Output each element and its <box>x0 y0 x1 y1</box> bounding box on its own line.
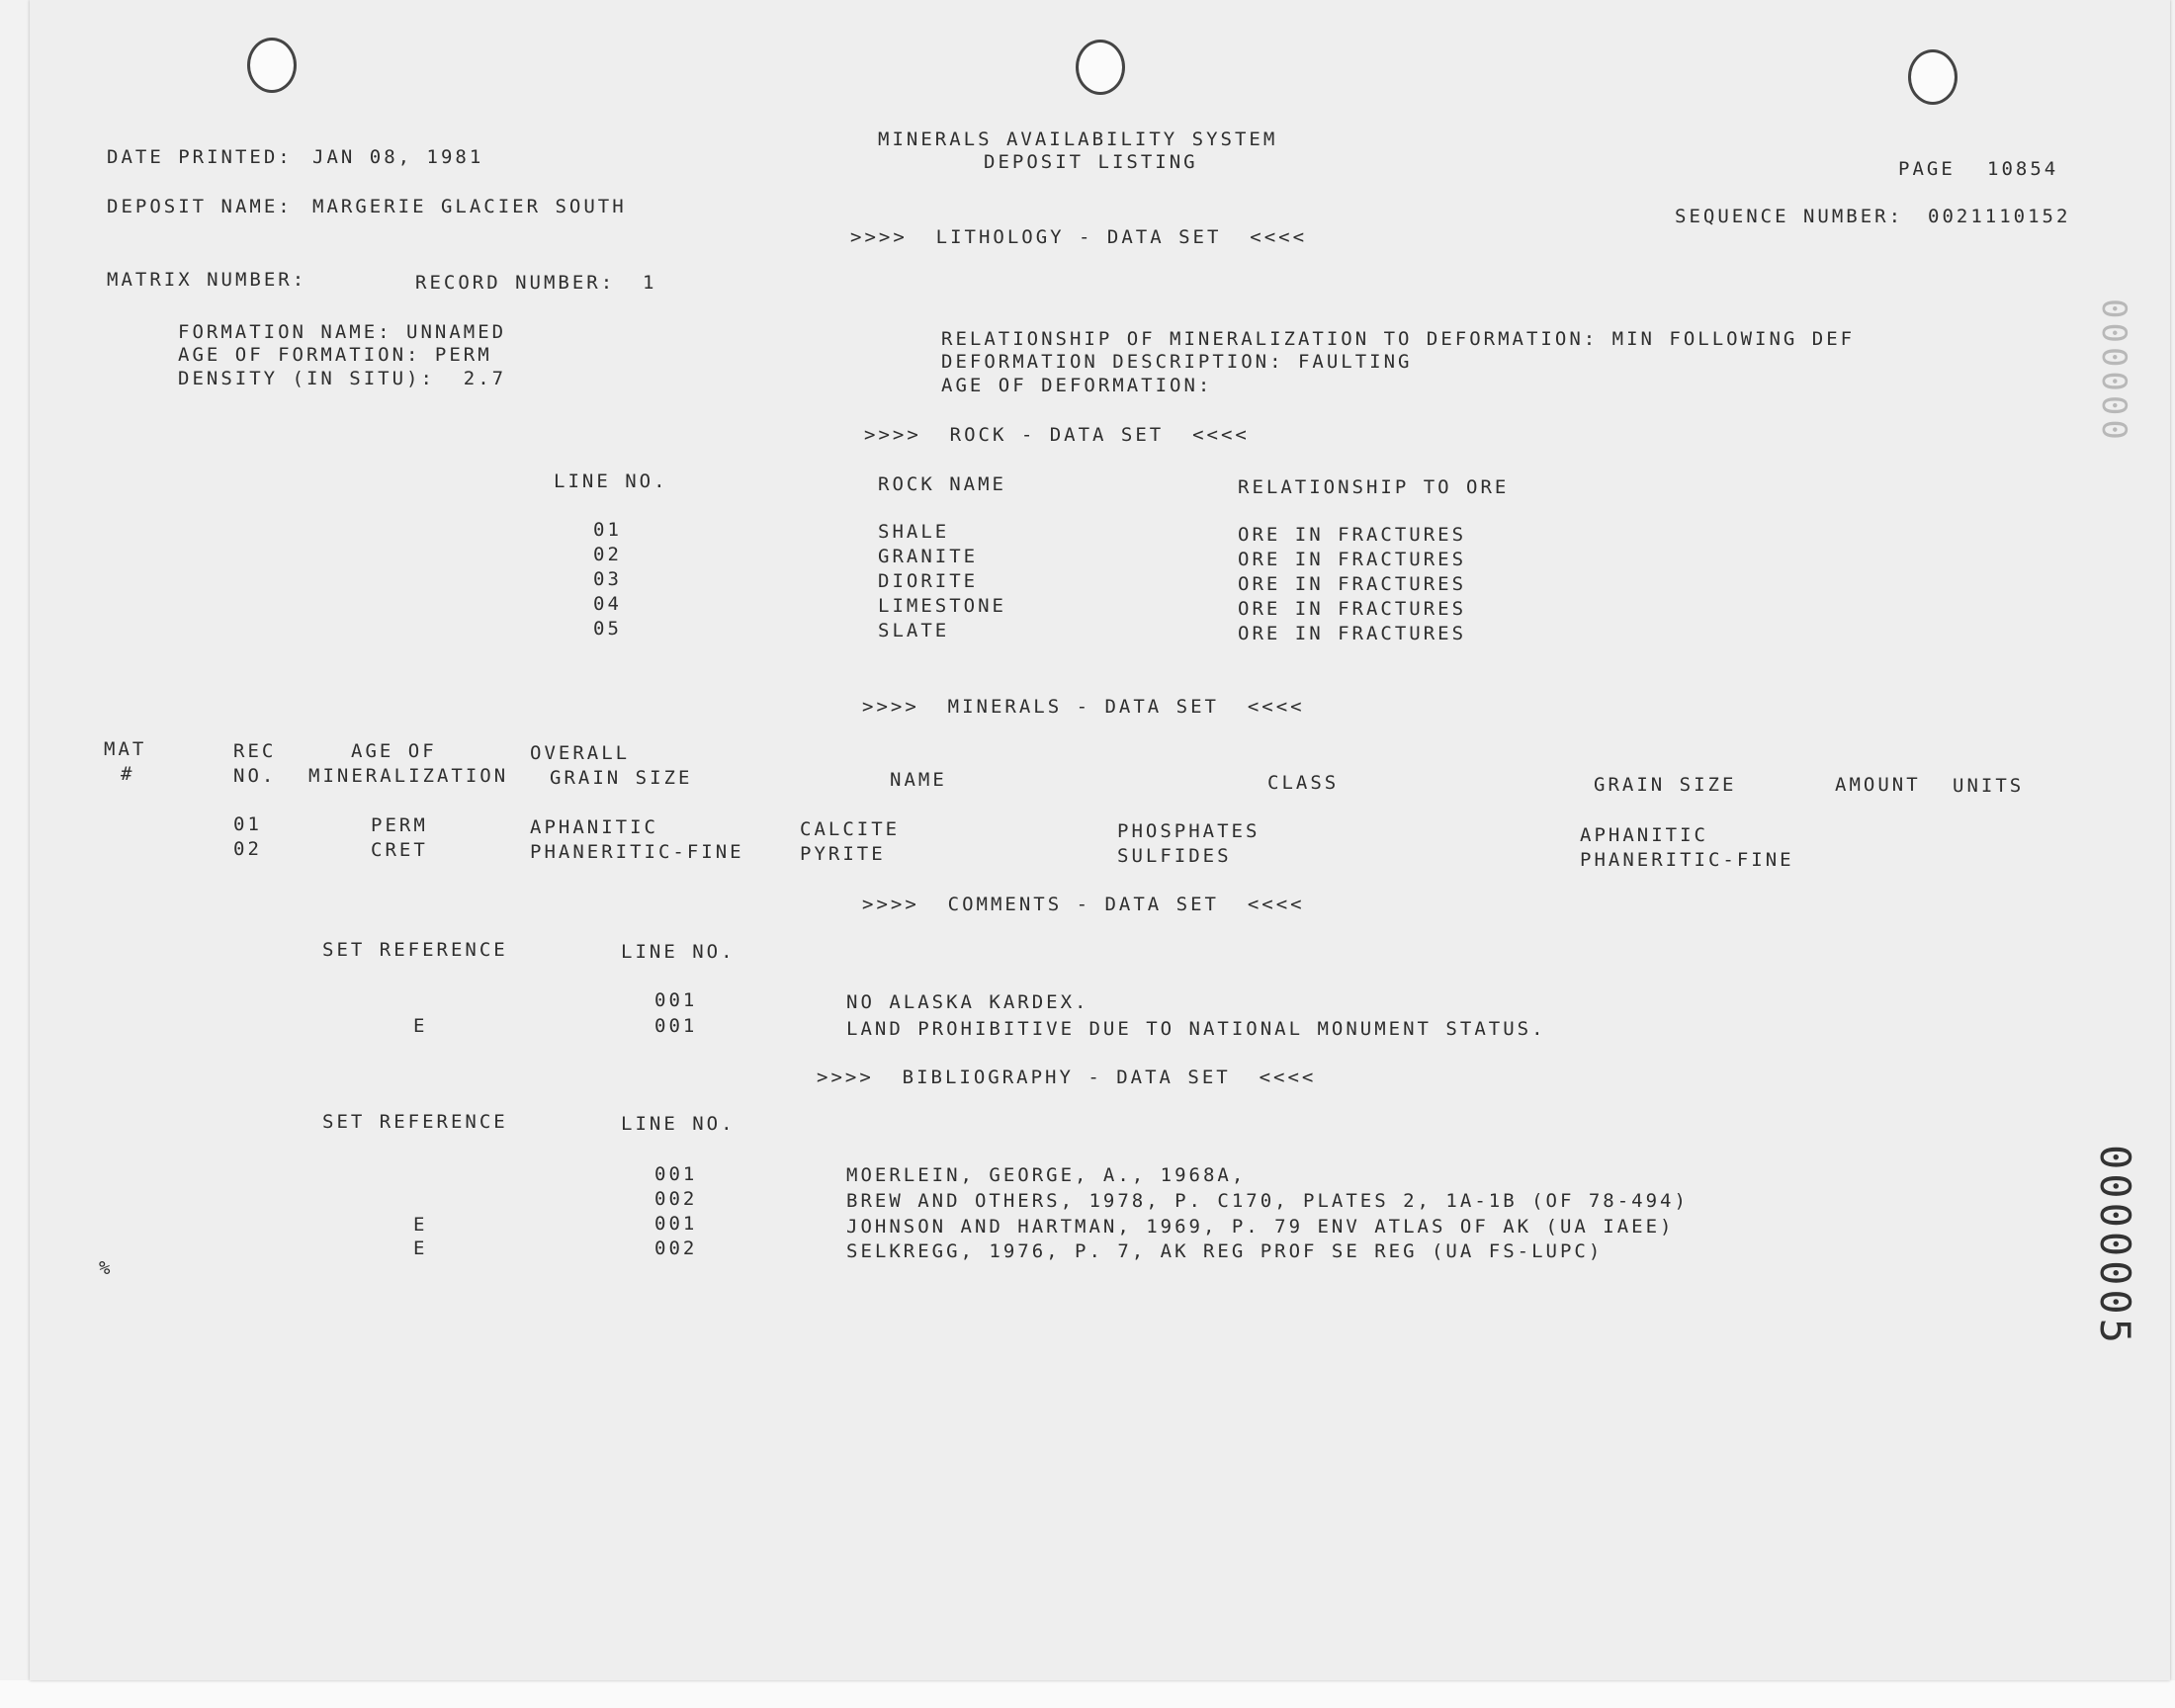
mineral-name: CALCITE <box>800 818 901 840</box>
deposit-name-label: DEPOSIT NAME: <box>107 196 293 217</box>
mineral-grain-size: PHANERITIC-FINE <box>1580 849 1794 871</box>
density-in-situ: DENSITY (IN SITU): 2.7 <box>178 368 507 389</box>
rock-name: LIMESTONE <box>878 595 1006 617</box>
rock-name: GRANITE <box>878 546 979 567</box>
minerals-header-grain-size: GRAIN SIZE <box>550 767 693 789</box>
minerals-header-class: CLASS <box>1267 772 1340 794</box>
bibliography-banner: >>>> BIBLIOGRAPHY - DATA SET <<<< <box>817 1067 1317 1088</box>
rock-relationship: ORE IN FRACTURES <box>1238 524 1467 546</box>
mineralization-deformation-relationship: RELATIONSHIP OF MINERALIZATION TO DEFORMATION: MIN FOLLOWING DEF <box>941 328 1856 350</box>
rock-name: SHALE <box>878 521 950 543</box>
minerals-header-overall: OVERALL <box>530 742 631 764</box>
mineral-age: CRET <box>371 839 428 861</box>
minerals-banner: >>>> MINERALS - DATA SET <<<< <box>862 696 1305 718</box>
rock-line-no: 02 <box>593 544 622 565</box>
bibliography-line-no: 001 <box>654 1163 698 1185</box>
date-printed-label: DATE PRINTED: <box>107 146 293 168</box>
punch-hole-left <box>247 38 297 93</box>
scanner-background <box>0 1680 2175 1708</box>
rock-header-rock-name: ROCK NAME <box>878 473 1006 495</box>
punch-hole-center <box>1076 40 1125 95</box>
bibliography-text: BREW AND OTHERS, 1978, P. C170, PLATES 2, 1A-1B (OF 78-494) <box>846 1190 1689 1212</box>
minerals-header-amount: AMOUNT <box>1835 774 1921 796</box>
minerals-header-rec-no: NO. <box>233 765 277 787</box>
comment-set-reference: E <box>413 1015 428 1037</box>
rock-line-no: 03 <box>593 568 622 590</box>
minerals-header-mineral-grain-size: GRAIN SIZE <box>1594 774 1737 796</box>
mineral-rec-no: 01 <box>233 813 262 835</box>
sequence-number-label: SEQUENCE NUMBER: <box>1675 206 1904 227</box>
comment-line-no: 001 <box>654 989 698 1011</box>
bibliography-text: JOHNSON AND HARTMAN, 1969, P. 79 ENV ATLAS OF AK (UA IAEE) <box>846 1216 1675 1238</box>
rock-name: SLATE <box>878 620 950 641</box>
printout-page <box>30 0 2170 1680</box>
bibliography-header-line-no: LINE NO. <box>621 1113 736 1135</box>
bibliography-header-set-reference: SET REFERENCE <box>322 1111 508 1133</box>
rock-line-no: 04 <box>593 593 622 615</box>
rock-line-no: 05 <box>593 618 622 640</box>
minerals-header-age-of: AGE OF <box>351 740 437 762</box>
bibliography-line-no: 001 <box>654 1213 698 1235</box>
bibliography-text: MOERLEIN, GEORGE, A., 1968A, <box>846 1164 1247 1186</box>
deposit-name-value: MARGERIE GLACIER SOUTH <box>312 196 627 217</box>
comments-header-line-no: LINE NO. <box>621 941 736 963</box>
stamp-number-lower: 0000005 <box>2091 1145 2139 1348</box>
stamp-number-upper: 000000 <box>2094 299 2133 444</box>
punch-hole-right <box>1908 49 1958 105</box>
comments-header-set-reference: SET REFERENCE <box>322 939 508 961</box>
minerals-header-units: UNITS <box>1953 775 2025 797</box>
comment-text: NO ALASKA KARDEX. <box>846 991 1089 1013</box>
minerals-header-mineralization: MINERALIZATION <box>308 765 509 787</box>
rock-banner: >>>> ROCK - DATA SET <<<< <box>864 424 1250 446</box>
bibliography-line-no: 002 <box>654 1188 698 1210</box>
rock-name: DIORITE <box>878 570 979 592</box>
comments-banner: >>>> COMMENTS - DATA SET <<<< <box>862 894 1305 915</box>
minerals-header-mat-number: # <box>121 763 135 785</box>
mineral-grain-size: APHANITIC <box>1580 824 1708 846</box>
mineral-overall-grain: PHANERITIC-FINE <box>530 841 744 863</box>
lithology-banner: >>>> LITHOLOGY - DATA SET <<<< <box>850 226 1308 248</box>
record-number-label: RECORD NUMBER: <box>415 272 616 294</box>
page-number: 10854 <box>1987 158 2059 180</box>
matrix-number-label: MATRIX NUMBER: <box>107 269 307 291</box>
mineral-rec-no: 02 <box>233 838 262 860</box>
bibliography-line-no: 002 <box>654 1238 698 1259</box>
bibliography-set-reference: E <box>413 1214 428 1236</box>
rock-relationship: ORE IN FRACTURES <box>1238 598 1467 620</box>
percent-mark: % <box>99 1257 114 1279</box>
system-title: MINERALS AVAILABILITY SYSTEM <box>878 128 1278 150</box>
page-label: PAGE <box>1898 158 1956 180</box>
rock-relationship: ORE IN FRACTURES <box>1238 623 1467 644</box>
minerals-header-name: NAME <box>890 769 947 791</box>
mineral-class: SULFIDES <box>1117 845 1232 867</box>
mineral-name: PYRITE <box>800 843 886 865</box>
rock-line-no: 01 <box>593 519 622 541</box>
record-number-value: 1 <box>643 272 657 294</box>
age-of-deformation: AGE OF DEFORMATION: <box>941 375 1213 396</box>
formation-name: FORMATION NAME: UNNAMED <box>178 321 507 343</box>
deformation-description: DEFORMATION DESCRIPTION: FAULTING <box>941 351 1413 373</box>
minerals-header-mat: MAT <box>104 738 147 760</box>
bibliography-text: SELKREGG, 1976, P. 7, AK REG PROF SE REG (UA FS-LUPC) <box>846 1240 1604 1262</box>
minerals-header-rec: REC <box>233 740 277 762</box>
date-printed-value: JAN 08, 1981 <box>312 146 484 168</box>
rock-header-line-no: LINE NO. <box>554 470 668 492</box>
bibliography-set-reference: E <box>413 1238 428 1259</box>
mineral-age: PERM <box>371 814 428 836</box>
comment-text: LAND PROHIBITIVE DUE TO NATIONAL MONUMENT STATUS. <box>846 1018 1546 1040</box>
rock-relationship: ORE IN FRACTURES <box>1238 573 1467 595</box>
rock-relationship: ORE IN FRACTURES <box>1238 549 1467 570</box>
mineral-class: PHOSPHATES <box>1117 820 1261 842</box>
comment-line-no: 001 <box>654 1015 698 1037</box>
sequence-number-value: 0021110152 <box>1928 206 2071 227</box>
mineral-overall-grain: APHANITIC <box>530 816 658 838</box>
listing-title: DEPOSIT LISTING <box>984 151 1198 173</box>
rock-header-relationship: RELATIONSHIP TO ORE <box>1238 476 1510 498</box>
age-of-formation: AGE OF FORMATION: PERM <box>178 344 492 366</box>
